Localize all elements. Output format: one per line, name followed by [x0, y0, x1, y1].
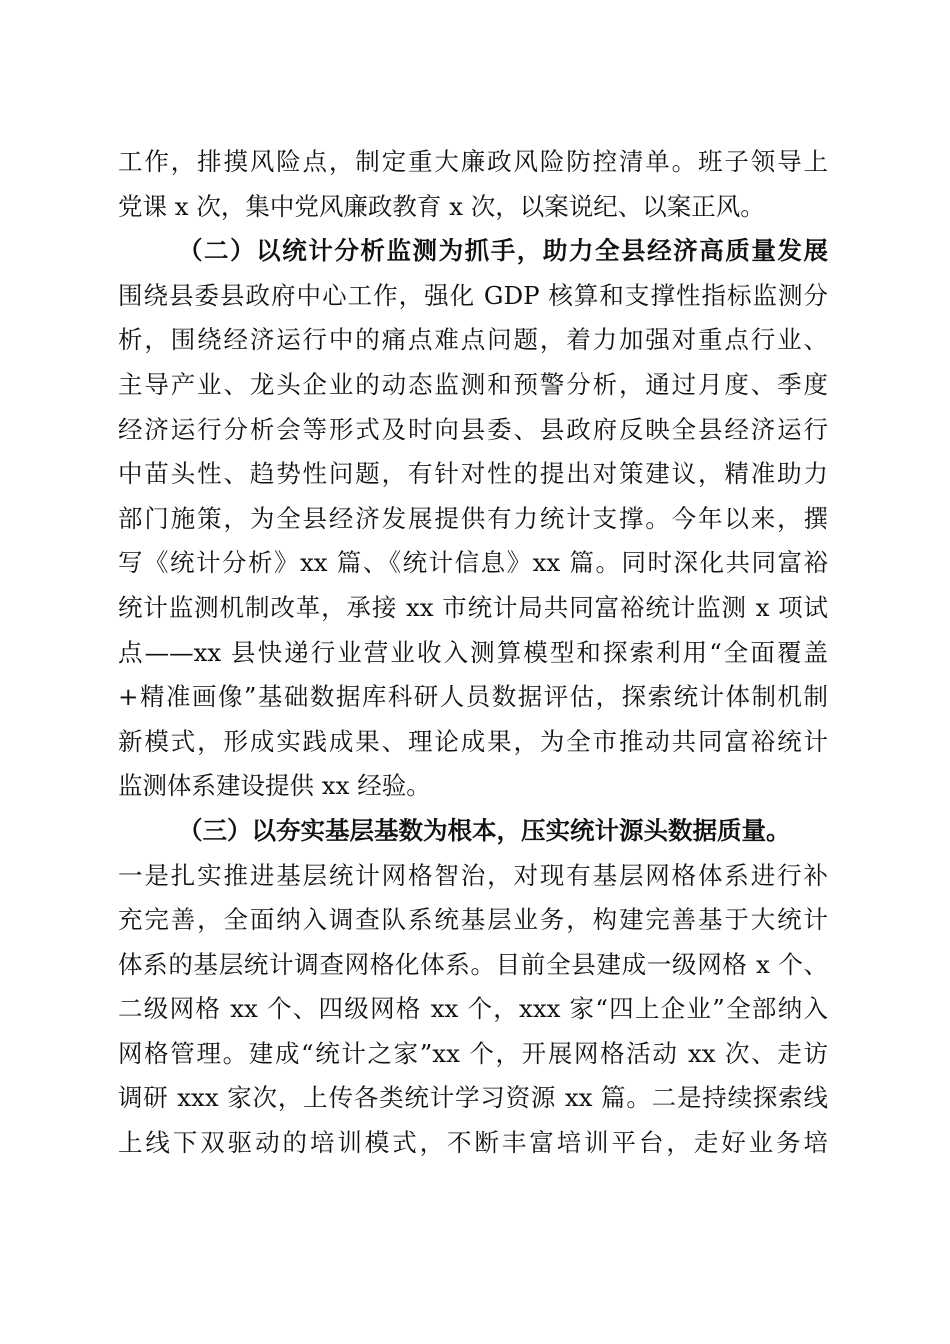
paragraph-line-18: 充完善，全面纳入调查队系统基层业务，构建完善基于大统计	[118, 905, 828, 935]
paragraph-line-8: 中苗头性、趋势性问题，有针对性的提出对策建议，精准助力	[118, 459, 828, 489]
paragraph-line-13: +精准画像”基础数据库科研人员数据评估，探索统计体制机制	[118, 682, 828, 712]
section-heading-3: （三）以夯实基层基数为根本，压实统计源头数据质量。	[178, 815, 791, 845]
paragraph-line-17: 一是扎实推进基层统计网格智治，对现有基层网格体系进行补	[118, 860, 828, 890]
paragraph-line-7: 经济运行分析会等形式及时向县委、县政府反映全县经济运行	[118, 414, 828, 444]
paragraph-line-12: 点——xx 县快递行业营业收入测算模型和探索利用“全面覆盖	[118, 637, 828, 667]
paragraph-line-20: 二级网格 xx 个、四级网格 xx 个，xxx 家“四上企业”全部纳入	[118, 994, 828, 1024]
paragraph-line-15: 监测体系建设提供 xx 经验。	[118, 771, 431, 801]
paragraph-line-1: 工作，排摸风险点，制定重大廉政风险防控清单。班子领导上	[118, 147, 828, 176]
paragraph-line-10: 写《统计分析》xx 篇、《统计信息》xx 篇。同时深化共同富裕	[118, 548, 828, 578]
paragraph-line-5: 析，围绕经济运行中的痛点难点问题，着力加强对重点行业、	[118, 325, 828, 355]
paragraph-line-9: 部门施策，为全县经济发展提供有力统计支撑。今年以来，撰	[118, 503, 828, 533]
paragraph-line-4: 围绕县委县政府中心工作，强化 GDP 核算和支撑性指标监测分	[118, 280, 828, 310]
paragraph-line-14: 新模式，形成实践成果、理论成果，为全市推动共同富裕统计	[118, 726, 828, 756]
paragraph-line-22: 调研 xxx 家次，上传各类统计学习资源 xx 篇。二是持续探索线	[118, 1083, 828, 1113]
paragraph-line-6: 主导产业、龙头企业的动态监测和预警分析，通过月度、季度	[118, 369, 828, 399]
paragraph-line-21: 网格管理。建成“统计之家”xx 个，开展网格活动 xx 次、走访	[118, 1038, 828, 1068]
paragraph-line-2: 党课 x 次，集中党风廉政教育 x 次，以案说纪、以案正风。	[118, 191, 765, 221]
section-heading-2: （二）以统计分析监测为抓手，助力全县经济高质量发展	[178, 236, 828, 266]
paragraph-line-23: 上线下双驱动的培训模式，不断丰富培训平台，走好业务培	[118, 1128, 828, 1158]
paragraph-line-19: 体系的基层统计调查网格化体系。目前全县建成一级网格 x 个、	[118, 949, 828, 979]
document-body	[118, 140, 828, 1166]
paragraph-line-11: 统计监测机制改革，承接 xx 市统计局共同富裕统计监测 x 项试	[118, 592, 828, 622]
